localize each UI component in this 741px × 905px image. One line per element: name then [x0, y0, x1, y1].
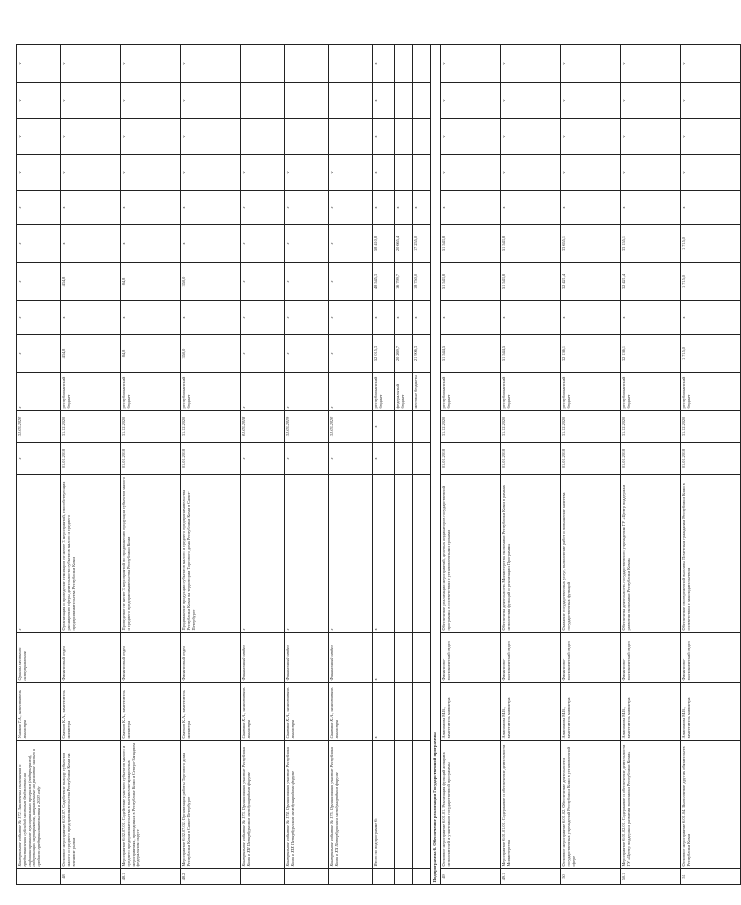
cell-q4 — [329, 45, 373, 83]
cell-oth: х — [329, 191, 373, 225]
cell-oth: х — [373, 191, 395, 225]
cell-fed: х — [501, 301, 561, 335]
cell-end: 31.12.2020 — [121, 411, 181, 443]
measure-row — [621, 45, 681, 885]
cell-q4: v — [121, 45, 181, 83]
cell-resp — [395, 683, 413, 741]
cell-resp: Сватков К.А., заместитель министра — [181, 683, 241, 741]
cell-name: Мероприятие 6.01.02.01. Содержание и обеспечение деятельности ГУ «Центр поддержки развития экономики Республики Коми» — [621, 741, 681, 869]
cell-total: 51 544,5 — [501, 335, 561, 373]
cell-oth: х — [121, 191, 181, 225]
cell-end: 31.12.2020 — [61, 411, 121, 443]
cell-end: 31.03.2019 — [285, 411, 329, 443]
cell-q4: v — [501, 45, 561, 83]
cell-reg: х — [241, 263, 285, 301]
cell-reg: 32 421,4 — [561, 263, 621, 301]
cell-end: 31.12.2020 — [501, 411, 561, 443]
cell-q4: v — [681, 45, 741, 83]
cell-q4: v — [61, 45, 121, 83]
cell-q2: v — [61, 119, 121, 155]
cell-src: республиканский бюджет — [561, 373, 621, 411]
cell-name: Контрольное событие № 175. Организовано участие Республики Коми в XX Петербургском международном форуме — [329, 741, 373, 869]
cell-total: 434,8 — [61, 335, 121, 373]
cell-resp: Ушаков Т.А., заместитель министра — [17, 683, 61, 741]
cell-end: 31.03.2020 — [17, 411, 61, 443]
cell-total: х — [17, 335, 61, 373]
cell-num: 49.1 — [501, 869, 561, 885]
cell-q3: v — [17, 83, 61, 119]
cell-loc: 33 155,1 — [621, 225, 681, 263]
cell-src: х — [241, 373, 285, 411]
cell-num — [285, 869, 329, 885]
cell-result: Оказание государственных услуг, выполнение работ и повышение качества государственных функций — [561, 475, 621, 633]
cell-loc: 17 255,0 — [413, 225, 431, 263]
cell-q1: х — [373, 155, 395, 191]
cell-coexec: х — [373, 633, 395, 683]
cell-src: местные бюджеты — [413, 373, 431, 411]
cell-q2: v — [501, 119, 561, 155]
cell-src: республиканский бюджет — [181, 373, 241, 411]
cell-num: 50.1 — [621, 869, 681, 885]
cell-reg: 434,8 — [61, 263, 121, 301]
cell-q2: v — [181, 119, 241, 155]
cell-fed: х — [413, 301, 431, 335]
cell-fed: х — [621, 301, 681, 335]
cell-oth: х — [395, 191, 413, 225]
cell-reg: 1 715,0 — [681, 263, 741, 301]
cell-q3 — [241, 83, 285, 119]
cell-src: республиканский бюджет — [373, 373, 395, 411]
cell-end — [413, 411, 431, 443]
cell-num: 51 — [681, 869, 741, 885]
cell-src: республиканский бюджет — [501, 373, 561, 411]
cell-num: 48.1 — [121, 869, 181, 885]
cell-q3: х — [373, 83, 395, 119]
cell-q3 — [413, 83, 431, 119]
cell-name: Основное мероприятие 6.01.02. Обеспечение деятельности государственных учреждений Республики Коми в установленной сфере — [561, 741, 621, 869]
cell-q3: v — [121, 83, 181, 119]
cell-result: Продвижение продукции субъектов малого и среднего предпринимательства Республики Коми на территории Торгового дома Республики Коми в Санкт-Петербурге — [181, 475, 241, 633]
cell-end: х — [373, 411, 395, 443]
control-event-row — [285, 45, 329, 885]
cell-result: Обеспечена деятельность Министерства экономики Республики Коми в рамках исполнения функций и реализации Программы — [501, 475, 561, 633]
cell-name: Мероприятие 6.02.07.02. Организация работы Торгового дома Республики Коми в Санкт-Петербурге — [181, 741, 241, 869]
cell-loc: х — [121, 225, 181, 263]
cell-src: х — [329, 373, 373, 411]
cell-q1: v — [61, 155, 121, 191]
cell-start — [413, 443, 431, 475]
cell-fed: х — [373, 301, 395, 335]
cell-reg: 18 750,0 — [413, 263, 431, 301]
section-row — [431, 45, 441, 885]
cell-loc: х — [285, 225, 329, 263]
cell-loc: х — [181, 225, 241, 263]
cell-start: 01.01.2018 — [121, 443, 181, 475]
cell-coexec: Органы местного самоуправления — [17, 633, 61, 683]
cell-resp: Сватков К.А., заместитель министра — [329, 683, 373, 741]
cell-q2 — [285, 119, 329, 155]
cell-oth: х — [285, 191, 329, 225]
cell-oth: х — [441, 191, 501, 225]
cell-reg: х — [329, 263, 373, 301]
cell-name — [413, 741, 431, 869]
cell-coexec: Финансовый отдел — [241, 633, 285, 683]
cell-result: Обеспечение своевременной выплаты Почетным гражданам Республики Коми в соответствии с законодательством — [681, 475, 741, 633]
cell-loc: х — [17, 225, 61, 263]
cell-num — [413, 869, 431, 885]
cell-result — [413, 475, 431, 633]
cell-q3 — [285, 83, 329, 119]
cell-coexec — [395, 633, 413, 683]
cell-loc: х — [329, 225, 373, 263]
cell-resp: Сватков К.А., заместитель министра — [241, 683, 285, 741]
cell-q1: v — [501, 155, 561, 191]
cell-total: х — [329, 335, 373, 373]
cell-result: Обеспечение реализации мероприятий, целевых индикаторов государственной программы в соответствии с установленными сроками — [441, 475, 501, 633]
cell-total: 51 544,5 — [441, 335, 501, 373]
cell-result: Обеспечена деятельность государственного учреждения ГУ «Центр поддержки развития экономики Республики Коми» — [621, 475, 681, 633]
cell-start: х — [17, 443, 61, 475]
cell-start: 01.01.2018 — [501, 443, 561, 475]
cell-oth: х — [681, 191, 741, 225]
cell-name: Мероприятие 6.01.01.01. Содержание и обеспечение деятельности Министерства — [501, 741, 561, 869]
cell-reg: 16 799,7 — [395, 263, 413, 301]
cell-q4: v — [561, 45, 621, 83]
cell-name: Основное мероприятие 6.01.04. Выполнение других обязательств Республики Коми — [681, 741, 741, 869]
cell-q2 — [241, 119, 285, 155]
measure-row — [61, 45, 121, 885]
cell-total: 32 136,1 — [621, 335, 681, 373]
cell-name — [395, 741, 413, 869]
cell-loc: х — [241, 225, 285, 263]
cell-resp: Сватков К.А., заместитель министра — [285, 683, 329, 741]
cell-q3: v — [681, 83, 741, 119]
cell-q1: v — [561, 155, 621, 191]
cell-end: 31.12.2020 — [561, 411, 621, 443]
cell-total: х — [241, 335, 285, 373]
cell-total: 52 015,3 — [373, 335, 395, 373]
cell-start: 01.01.2018 — [441, 443, 501, 475]
cell-total: 1 715,0 — [681, 335, 741, 373]
cell-start: х — [241, 443, 285, 475]
cell-num: 48 — [61, 869, 121, 885]
cell-total: 84,8 — [121, 335, 181, 373]
cell-q3: v — [181, 83, 241, 119]
cell-q1: v — [181, 155, 241, 191]
cell-result: Организация и проведение семинаров не менее 3 мероприятий, способствующих расширению сферы деятельности субъектов малого и среднего предпринимательства Республики Коми — [61, 475, 121, 633]
cell-q2: v — [621, 119, 681, 155]
cell-num — [373, 869, 395, 885]
cell-q4 — [413, 45, 431, 83]
cell-fed: х — [441, 301, 501, 335]
cell-oth: х — [181, 191, 241, 225]
cell-result: х — [373, 475, 395, 633]
cell-start: х — [329, 443, 373, 475]
cell-q2: v — [17, 119, 61, 155]
cell-resp — [413, 683, 431, 741]
cell-result: х — [241, 475, 285, 633]
cell-end: 31.12.2020 — [681, 411, 741, 443]
cell-q4: v — [621, 45, 681, 83]
cell-fed: х — [241, 301, 285, 335]
cell-q1: v — [441, 155, 501, 191]
cell-start: 01.01.2018 — [561, 443, 621, 475]
cell-name: Основное мероприятие 6.01.01. Реализация функций аппарата исполнителей и участников государственной программы — [441, 741, 501, 869]
cell-q1: v — [241, 155, 285, 191]
cell-q2 — [413, 119, 431, 155]
cell-resp: Анисимова М.В., заместитель министра — [681, 683, 741, 741]
control-event-row — [241, 45, 285, 885]
cell-coexec: Финансовый отдел — [181, 633, 241, 683]
cell-coexec: Финансовый отдел — [61, 633, 121, 683]
cell-total: 350,0 — [181, 335, 241, 373]
cell-coexec: Финансовый отдел — [121, 633, 181, 683]
cell-oth: х — [561, 191, 621, 225]
total-row — [395, 45, 413, 885]
cell-resp: х — [373, 683, 395, 741]
measure-row — [121, 45, 181, 885]
cell-q3: v — [441, 83, 501, 119]
cell-result: х — [285, 475, 329, 633]
cell-coexec: Финансово-экономический отдел — [621, 633, 681, 683]
cell-end: 31.12.2020 — [441, 411, 501, 443]
cell-q3: v — [501, 83, 561, 119]
measure-row — [561, 45, 621, 885]
cell-name: Контрольное событие № 173. Организовано участие Республики Коми в XII Петербургском международном форуме — [241, 741, 285, 869]
cell-src: республиканский бюджет — [121, 373, 181, 411]
cell-num — [395, 869, 413, 885]
cell-loc: 20 665,4 — [395, 225, 413, 263]
cell-q2: v — [561, 119, 621, 155]
cell-start: 01.01.2018 — [681, 443, 741, 475]
cell-reg: 51 543,8 — [441, 263, 501, 301]
cell-q3: v — [561, 83, 621, 119]
cell-q1 — [395, 155, 413, 191]
cell-loc: 51 543,8 — [441, 225, 501, 263]
cell-coexec: Финансовый отдел — [285, 633, 329, 683]
measure-row — [441, 45, 501, 885]
cell-coexec: Финансово-экономический отдел — [681, 633, 741, 683]
cell-resp: Сватков К.А., заместитель министра — [121, 683, 181, 741]
total-row — [413, 45, 431, 885]
cell-q2: v — [121, 119, 181, 155]
cell-oth: х — [61, 191, 121, 225]
cell-fed: х — [61, 301, 121, 335]
cell-oth: х — [17, 191, 61, 225]
cell-fed: х — [181, 301, 241, 335]
cell-reg: х — [285, 263, 329, 301]
cell-start: х — [285, 443, 329, 475]
cell-coexec: Финансово-экономический отдел — [441, 633, 501, 683]
cell-q4: v — [181, 45, 241, 83]
cell-oth: х — [501, 191, 561, 225]
cell-q1: v — [17, 155, 61, 191]
cell-result — [395, 475, 413, 633]
cell-start: 01.01.2018 — [61, 443, 121, 475]
cell-q2 — [329, 119, 373, 155]
total-row — [373, 45, 395, 885]
cell-result: х — [329, 475, 373, 633]
cell-coexec: Финансово-экономический отдел — [561, 633, 621, 683]
measure-row — [181, 45, 241, 885]
cell-total: х — [285, 335, 329, 373]
plan-table — [16, 44, 741, 885]
cell-loc: 51 543,8 — [501, 225, 561, 263]
cell-q4 — [285, 45, 329, 83]
cell-src: республиканский бюджет — [61, 373, 121, 411]
control-event-row — [17, 45, 61, 885]
cell-end: 31.12.2020 — [621, 411, 681, 443]
cell-src: республиканский бюджет — [681, 373, 741, 411]
cell-fed: х — [681, 301, 741, 335]
measure-row — [681, 45, 741, 885]
cell-reg: 350,0 — [181, 263, 241, 301]
cell-q4: х — [373, 45, 395, 83]
cell-num: 49 — [441, 869, 501, 885]
cell-oth: х — [241, 191, 285, 225]
cell-reg: 32 421,4 — [621, 263, 681, 301]
cell-fed: х — [329, 301, 373, 335]
cell-num: 50 — [561, 869, 621, 885]
cell-resp: Анисимова М.В., заместитель министра — [441, 683, 501, 741]
cell-end: 31.12.2020 — [181, 411, 241, 443]
cell-q2 — [395, 119, 413, 155]
cell-start — [395, 443, 413, 475]
cell-name: Итого по подпрограмме 6: — [373, 741, 395, 869]
control-event-row — [329, 45, 373, 885]
cell-q3: v — [621, 83, 681, 119]
cell-fed: х — [285, 301, 329, 335]
cell-q2: v — [681, 119, 741, 155]
plan-table-body — [17, 45, 741, 885]
cell-reg: 84,8 — [121, 263, 181, 301]
cell-q1: v — [329, 155, 373, 191]
cell-q1 — [413, 155, 431, 191]
cell-q4: v — [441, 45, 501, 83]
cell-num: 48.2 — [181, 869, 241, 885]
cell-num — [241, 869, 285, 885]
cell-coexec: Финансовый отдел — [329, 633, 373, 683]
cell-result: х — [17, 475, 61, 633]
cell-start: х — [373, 443, 395, 475]
cell-q2: v — [441, 119, 501, 155]
cell-resp: Анисимова М.В., заместитель министра — [501, 683, 561, 741]
cell-fed: х — [17, 301, 61, 335]
cell-resp: Анисимова М.В., заместитель министра — [621, 683, 681, 741]
cell-q1: v — [121, 155, 181, 191]
cell-src: федеральный бюджет — [395, 373, 413, 411]
cell-q3 — [329, 83, 373, 119]
section-title: Подпрограмма 6. Обеспечение реализации Государственной программы — [431, 45, 441, 885]
cell-reg: 51 543,8 — [501, 263, 561, 301]
cell-coexec: Финансово-экономический отдел — [501, 633, 561, 683]
cell-oth: х — [413, 191, 431, 225]
cell-name: Основное мероприятие 6.02.07. Содействие выходу субъектов малого и среднего предпринимательства Республики Коми на внешние рынки — [61, 741, 121, 869]
cell-q4 — [395, 45, 413, 83]
cell-q3 — [395, 83, 413, 119]
cell-src: республиканский бюджет — [621, 373, 681, 411]
cell-reg: х — [17, 263, 61, 301]
cell-num — [329, 869, 373, 885]
cell-fed: х — [561, 301, 621, 335]
cell-src: х — [285, 373, 329, 411]
cell-q2: х — [373, 119, 395, 155]
cell-q1: v — [621, 155, 681, 191]
cell-loc: 1 715,0 — [681, 225, 741, 263]
cell-q1: v — [681, 155, 741, 191]
cell-num — [17, 869, 61, 885]
cell-q1: v — [285, 155, 329, 191]
cell-result: Проведение не менее 3 мероприятий по продвижению продукции субъектов малого и среднего предпринимательства Республики Коми — [121, 475, 181, 633]
cell-oth: х — [621, 191, 681, 225]
cell-src: республиканский бюджет — [441, 373, 501, 411]
cell-q4 — [241, 45, 285, 83]
cell-fed: х — [121, 301, 181, 335]
cell-resp: Анисимова М.В., заместитель министра — [561, 683, 621, 741]
cell-end — [395, 411, 413, 443]
cell-name: Контрольное событие № 172. Заключены соглашения о предоставлении субсидий местным бюджетам на софинансирование муниципальных программ (подпрограмм), содержащих мероприятия, направленные на развитие малого и среднего предпринимательства в 2020 году — [17, 741, 61, 869]
cell-total: 32 136,1 — [561, 335, 621, 373]
cell-resp: Сватков К.А., заместитель министра — [61, 683, 121, 741]
cell-loc: 58 410,8 — [373, 225, 395, 263]
cell-coexec — [413, 633, 431, 683]
cell-loc: 33 655,1 — [561, 225, 621, 263]
cell-name: Контрольное событие № 174. Организовано участие Республики Коми в XIX Петербургском международном форуме — [285, 741, 329, 869]
cell-loc: х — [61, 225, 121, 263]
cell-start: 01.01.2018 — [181, 443, 241, 475]
cell-total: 20 269,7 — [395, 335, 413, 373]
cell-name: Мероприятие 6.02.07.01. Содействие участию субъектов малого и среднего предпринимательства в выставочно-ярмарочных мероприятиях, проводимых в Республике Коми и Северо-Западном федеральном округе — [121, 741, 181, 869]
measure-row — [501, 45, 561, 885]
cell-end: 01.03.2018 — [241, 411, 285, 443]
cell-total: 21 906,3 — [413, 335, 431, 373]
cell-q3: v — [61, 83, 121, 119]
cell-fed: х — [395, 301, 413, 335]
cell-start: 01.01.2018 — [621, 443, 681, 475]
cell-end: 31.03.2020 — [329, 411, 373, 443]
cell-q4: v — [17, 45, 61, 83]
cell-src: х — [17, 373, 61, 411]
cell-reg: 48 545,3 — [373, 263, 395, 301]
